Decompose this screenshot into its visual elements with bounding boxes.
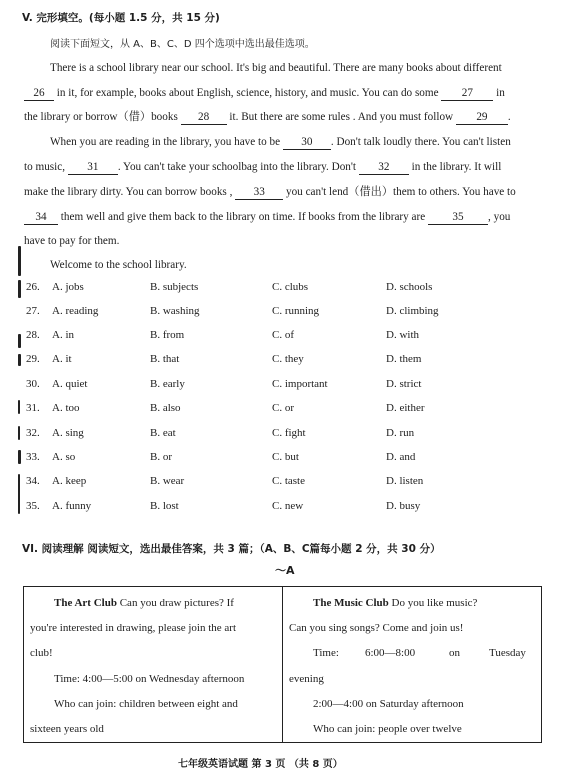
question-number: 26. bbox=[26, 281, 40, 293]
music-club-heading: The Music Club bbox=[313, 597, 389, 609]
time-label: Time: bbox=[313, 647, 339, 659]
passage-line-1: There is a school library near our school. It's big and beautiful. There are many books about different bbox=[50, 62, 502, 74]
art-club-line-3: club! bbox=[30, 647, 53, 659]
section-5-title: V. 完形填空。(每小题 1.5 分，共 15 分) bbox=[22, 12, 220, 24]
option-c[interactable]: C. new bbox=[272, 500, 304, 512]
margin-mark bbox=[18, 334, 21, 348]
option-c[interactable]: C. taste bbox=[272, 475, 305, 487]
passage-text: in bbox=[496, 87, 505, 99]
question-number: 35. bbox=[26, 500, 40, 512]
option-b[interactable]: B. subjects bbox=[150, 281, 199, 293]
blank-32: 32 bbox=[359, 161, 409, 175]
passage-text: . bbox=[507, 111, 511, 123]
clubs-table bbox=[23, 586, 542, 743]
option-a[interactable]: A. quiet bbox=[52, 378, 88, 390]
option-b[interactable]: B. from bbox=[150, 329, 185, 341]
option-b[interactable]: B. that bbox=[150, 353, 180, 365]
music-club-evening: evening bbox=[289, 673, 324, 685]
margin-mark bbox=[18, 280, 21, 298]
option-a[interactable]: A. too bbox=[52, 402, 80, 414]
question-number: 30. bbox=[26, 378, 40, 390]
question-33 bbox=[26, 451, 546, 467]
option-a[interactable]: A. funny bbox=[52, 500, 92, 512]
passage-text: , you bbox=[488, 211, 511, 223]
music-club-who: Who can join: people over twelve bbox=[313, 723, 462, 735]
passage-line-5 bbox=[24, 161, 501, 175]
passage-text: you can't lend（借出）them to others. You have to bbox=[285, 186, 516, 198]
margin-mark bbox=[18, 426, 20, 440]
music-club-text: Do you like music? bbox=[391, 597, 478, 609]
passage-text: . Don't talk loudly there. You can't listen bbox=[330, 136, 511, 148]
option-b[interactable]: B. lost bbox=[150, 500, 179, 512]
option-c[interactable]: C. important bbox=[272, 378, 328, 390]
question-26 bbox=[26, 281, 546, 297]
passage-line-4 bbox=[50, 136, 511, 150]
option-c[interactable]: C. or bbox=[272, 402, 294, 414]
section-6-title: VI. 阅读理解 阅读短文，选出最佳答案，共 3 篇；（A、B、C篇每小题 2 分，共 30 分） bbox=[22, 543, 441, 555]
passage-text: make the library dirty. You can borrow books , bbox=[24, 186, 233, 198]
question-number: 34. bbox=[26, 475, 40, 487]
option-a[interactable]: A. so bbox=[52, 451, 76, 463]
question-number: 32. bbox=[26, 427, 40, 439]
passage-line-8: have to pay for them. bbox=[24, 235, 120, 247]
passage-text: them well and give them back to the library on time. If books from the library are bbox=[60, 211, 426, 223]
option-b[interactable]: B. or bbox=[150, 451, 172, 463]
question-32 bbox=[26, 427, 546, 443]
option-c[interactable]: C. of bbox=[272, 329, 294, 341]
passage-line-6 bbox=[24, 186, 516, 200]
option-d[interactable]: D. either bbox=[386, 402, 425, 414]
music-club-time-2: 2:00—4:00 on Saturday afternoon bbox=[313, 698, 464, 710]
music-club-cell bbox=[283, 587, 541, 742]
blank-30: 30 bbox=[283, 136, 331, 150]
art-club-line-2: you're interested in drawing, please join the art bbox=[30, 622, 237, 634]
passage-line-7 bbox=[24, 211, 510, 225]
art-club-who-cont: sixteen years old bbox=[30, 723, 104, 735]
blank-26: 26 bbox=[24, 87, 54, 101]
option-c[interactable]: C. running bbox=[272, 305, 320, 317]
blank-35: 35 bbox=[428, 211, 488, 225]
option-a[interactable]: A. sing bbox=[52, 427, 84, 439]
passage-text: it. But there are some rules . And you must follow bbox=[229, 111, 454, 123]
question-31 bbox=[26, 402, 546, 418]
music-club-line-1 bbox=[313, 597, 477, 610]
question-27 bbox=[26, 305, 546, 321]
passage-text: in it, for example, books about English, science, history, and music. You can do some bbox=[56, 87, 439, 99]
option-d[interactable]: D. schools bbox=[386, 281, 433, 293]
question-35 bbox=[26, 500, 546, 516]
question-30 bbox=[26, 378, 546, 394]
option-a[interactable]: A. reading bbox=[52, 305, 99, 317]
section-5-instruction: 阅读下面短文，从 A、B、C、D 四个选项中选出最佳选项。 bbox=[50, 39, 315, 50]
option-d[interactable]: D. with bbox=[386, 329, 419, 341]
blank-31: 31 bbox=[68, 161, 118, 175]
blank-28: 28 bbox=[181, 111, 227, 125]
question-number: 29. bbox=[26, 353, 40, 365]
option-d[interactable]: D. and bbox=[386, 451, 416, 463]
option-c[interactable]: C. but bbox=[272, 451, 299, 463]
time-on: on bbox=[449, 647, 460, 659]
option-d[interactable]: D. run bbox=[386, 427, 415, 439]
question-28 bbox=[26, 329, 546, 345]
art-club-time: Time: 4:00—5:00 on Wednesday afternoon bbox=[54, 673, 245, 685]
option-c[interactable]: C. clubs bbox=[272, 281, 309, 293]
music-club-line-2: Can you sing songs? Come and join us! bbox=[289, 622, 464, 634]
passage-line-3 bbox=[24, 111, 511, 125]
art-club-line-1 bbox=[54, 597, 234, 610]
question-number: 33. bbox=[26, 451, 40, 463]
part-a-label bbox=[275, 564, 295, 577]
art-club-heading: The Art Club bbox=[54, 597, 117, 609]
blank-33: 33 bbox=[235, 186, 283, 200]
option-d[interactable]: D. strict bbox=[386, 378, 422, 390]
option-b[interactable]: B. early bbox=[150, 378, 185, 390]
option-b[interactable]: B. eat bbox=[150, 427, 176, 439]
margin-mark bbox=[18, 474, 20, 514]
option-d[interactable]: D. them bbox=[386, 353, 422, 365]
passage-line-2 bbox=[24, 87, 505, 101]
option-b[interactable]: B. washing bbox=[150, 305, 200, 317]
option-a[interactable]: A. keep bbox=[52, 475, 87, 487]
part-label: A bbox=[286, 564, 295, 577]
option-d[interactable]: D. climbing bbox=[386, 305, 439, 317]
margin-mark bbox=[18, 354, 21, 366]
blank-27: 27 bbox=[441, 87, 493, 101]
question-number: 27. bbox=[26, 305, 40, 317]
option-a[interactable]: A. it bbox=[52, 353, 72, 365]
option-b[interactable]: B. also bbox=[150, 402, 181, 414]
art-club-text: Can you draw pictures? If bbox=[119, 597, 234, 609]
page-footer: 七年级英语试题 第 3 页 （共 8 页） bbox=[178, 759, 343, 770]
question-number: 28. bbox=[26, 329, 40, 341]
dash-mark: ～ bbox=[275, 564, 286, 577]
question-34 bbox=[26, 475, 546, 491]
time-day: Tuesday bbox=[489, 647, 526, 659]
time-value: 6:00—8:00 bbox=[365, 647, 416, 659]
option-a[interactable]: A. in bbox=[52, 329, 74, 341]
option-d[interactable]: D. busy bbox=[386, 500, 421, 512]
question-number: 31. bbox=[26, 402, 40, 414]
art-club-cell bbox=[24, 587, 283, 742]
passage-text: the library or borrow（借）books bbox=[24, 111, 178, 123]
blank-29: 29 bbox=[456, 111, 508, 125]
passage-text: . You can't take your schoolbag into the library. Don't bbox=[117, 161, 357, 173]
option-b[interactable]: B. wear bbox=[150, 475, 185, 487]
passage-line-9: Welcome to the school library. bbox=[50, 259, 187, 271]
art-club-who: Who can join: children between eight and bbox=[54, 698, 238, 710]
passage-text: in the library. It will bbox=[411, 161, 502, 173]
margin-mark bbox=[18, 246, 21, 276]
question-29 bbox=[26, 353, 546, 369]
option-c[interactable]: C. fight bbox=[272, 427, 306, 439]
margin-mark bbox=[18, 400, 20, 414]
margin-mark bbox=[18, 450, 21, 464]
blank-34: 34 bbox=[24, 211, 58, 225]
passage-text: When you are reading in the library, you have to be bbox=[50, 136, 281, 148]
option-d[interactable]: D. listen bbox=[386, 475, 424, 487]
option-a[interactable]: A. jobs bbox=[52, 281, 84, 293]
passage-text: to music, bbox=[24, 161, 66, 173]
option-c[interactable]: C. they bbox=[272, 353, 304, 365]
